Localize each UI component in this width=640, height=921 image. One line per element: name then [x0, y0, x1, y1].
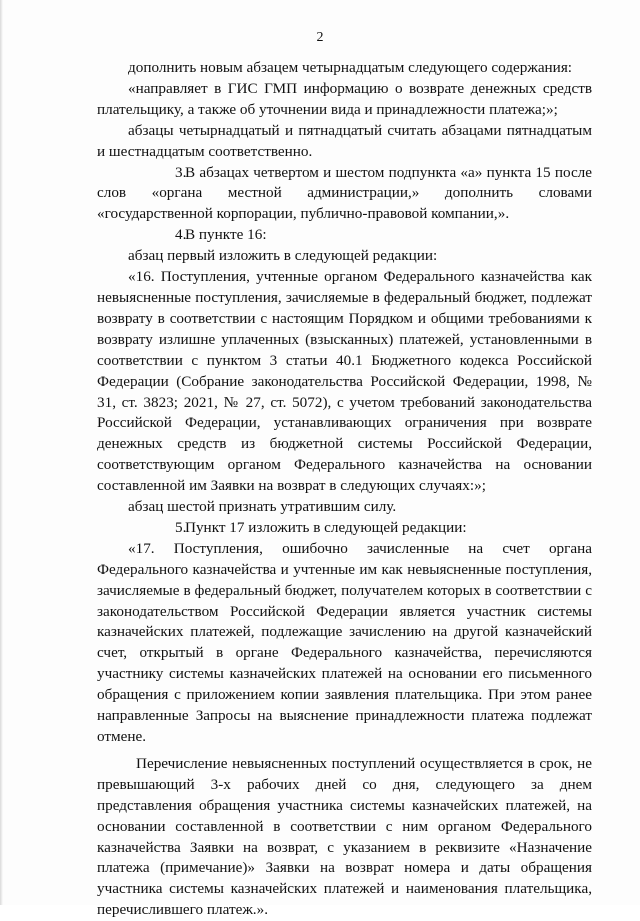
numbered-paragraph: [97, 518, 592, 539]
paragraph: «16. Поступления, учтенные органом Федерального казначейства как невыясненные поступления, зачисляемые в федеральный бюджет, подлежат возврату в соответствии с настоящим Порядком и общими требованиями к возврату излишне уплаченных (взысканных) платежей, установленными в соответствии с пунктом 3 статьи 40.1 Бюджетного кодекса Российской Федерации (Собрание законодательства Российской Федерации, 1998, № 31, ст. 3823; 2021, № 27, ст. 5072), с учетом требований законодательства Российской Федерации, устанавливающих ограничения при возврате денежных средств из бюджетной системы Российской Федерации, соответствующим органом Федерального казначейства на основании составленной им Заявки на возврат в следующих случаях:»;: [97, 268, 592, 495]
item-number: 4.: [175, 226, 187, 244]
document-body: [97, 58, 592, 921]
paragraph: дополнить новым абзацем четырнадцатым следующего содержания:: [128, 59, 573, 76]
page-number: 2: [316, 30, 324, 45]
paragraph: «17. Поступления, ошибочно зачисленные на счет органа Федерального казначейства и учтенные им как невыясненные поступления, зачисляемые в федеральный бюджет, получателем которых в соответствии с законодательством Российской Федерации является участник системы казначейских платежей, подлежащие зачислению на другой казначейский счет, открытый в органе Федерального казначейства, перечисляются участнику системы казначейских платежей на основании его письменного обращения с приложением копии заявления плательщика. При этом ранее направленные Запросы на выяснение принадлежности платежа подлежат отмене.: [97, 539, 592, 745]
item-number: 5.: [175, 518, 187, 536]
paragraph: абзац шестой признать утратившим силу.: [128, 498, 397, 516]
numbered-paragraph: [97, 163, 592, 226]
numbered-paragraph: [97, 225, 592, 246]
paragraph-text: В пункте 16:: [185, 226, 267, 244]
scan-edge: [0, 0, 3, 905]
paragraph: Перечисление невыясненных поступлений осуществляется в срок, не превышающий 3-х рабочих дней со дня, следующего за днем представления обращения участника системы казначейских платежей, на основании составленной в соответствии с ним органом Федерального казначейства Заявки на возврат, с указанием в реквизите «Назначение платежа (примечание)» Заявки на возврат номера и даты обращения участника системы казначейских платежей и наименования плательщика, перечислившего платеж.».: [97, 754, 592, 919]
paragraph-text: Пункт 17 изложить в следующей редакции:: [185, 518, 467, 536]
paragraph: «направляет в ГИС ГМП информацию о возврате денежных средств плательщику, а также об уточнении вида и принадлежности платежа;»;: [97, 79, 592, 118]
paragraph: абзацы четырнадцатый и пятнадцатый считать абзацами пятнадцатым и шестнадцатым соответственно.: [97, 121, 592, 160]
item-number: 3.: [175, 163, 187, 181]
paragraph-text: В абзацах четвертом и шестом подпункта «а» пункта 15 после слов «органа местной администрации,» дополнить словами «государственной корпорации, публично-правовой компании,».: [97, 163, 592, 223]
paragraph: абзац первый изложить в следующей редакции:: [128, 247, 438, 265]
